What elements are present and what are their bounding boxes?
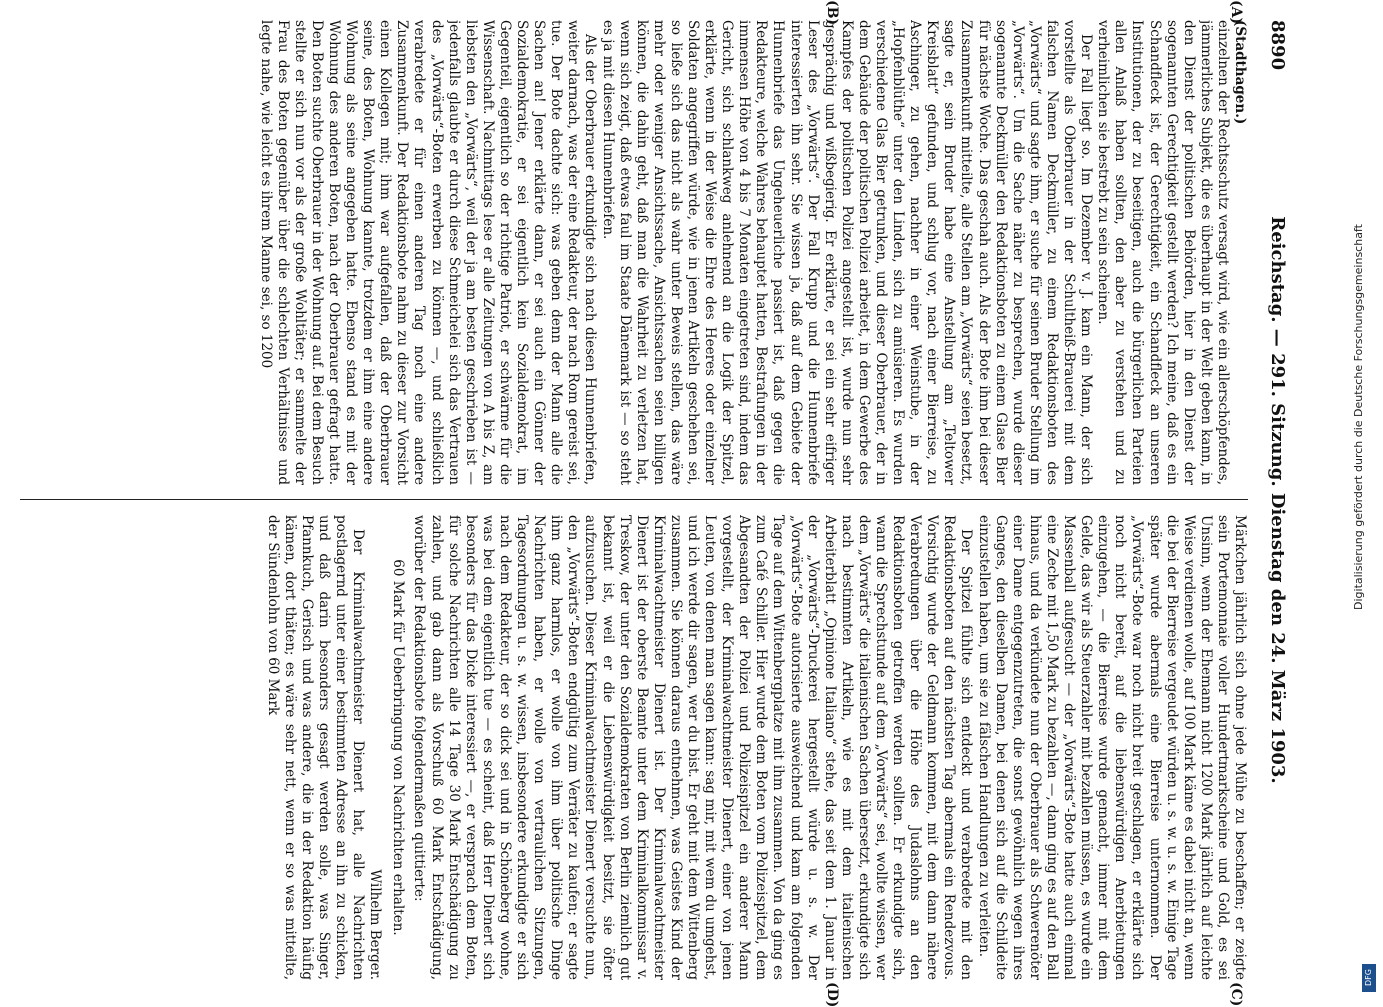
paragraph: Als der Oberbrauer erkundigte sich nach diesen Hunnenbriefen, weiter darnach, was der eine Redakteur, der nach Rom gereist sei, tue. Der Bote dachte sich: was geben denn der Mann alle die Sachen an! Jener erklärte dann, er sei auch ein Gönner der Sozialdemokratie, er sei eigentlich kein Sozialdemokrat, im Gegenteil, eigentlich so der richtige Patriot, er schwärme für die Wissenschaft. Nachmittags lese er alle Zeitungen von A bis Z, am liebsten den „Vorwärts“, weil der ja am besten geschrieben ist — jedenfalls glaubte er durch diese Schmeichelei sich das Vertrauen des „Vorwärts“-Boten erwerben zu können —, und schließlich verabredete er für einen anderen Tag noch eine andere Zusammenkunft. Der Redaktionsbote nahm zu dieser zur Vorsicht einen Kollegen mit; ihm war aufgefallen, daß der Oberbrauer seine, des Boten, Wohnung kannte, trotzdem er ihm eine andere Wohnung als seine angegeben hatte. Ebenso stand es mit der Wohnung des anderen Boten, nach der Oberbrauer gefragt hatte. Den Boten suchte Oberbrauer in der Wohnung auf. Bei dem Besuch stellte er sich nun vor als der große Wohltäter; er sammelte der Frau des Boten gegenüber über die schlechten Verhältnisse und legte nahe, wie leicht es ihrem Manne sei, so 1200 [257,20,599,485]
dfg-logo-icon: DFG [1362,964,1376,992]
paragraph: Der Kriminalwachtmeister Dienert hat, alle Nachrichten postlagernd unter einer bestimmten Adresse an ihn zu schicken, und daß darin besonders gesagt werden solle, was Singer, Pfannkuch, Gerisch und was andere, die in der Redaktion häufig kämen, dort thäten; es wäre sehr nett, wenn er so was mitteilte, der Sündenlohn von 60 Mark [264,515,367,980]
paragraph: einzelnen der Rechtsschutz versagt wird, wie ein allerschöpfendes, jämmerliches Subjekt, die es überhaupt in der Welt geben kann, in den Dienst der politischen Behörden, hier in den Dienst der sogenannten Gerechtigkeit gestellt werden? Ich meine, daß es ein Schandfleck ist, der Gerechtigkeit, ein Schandfleck an unseren Institutionen, der zu beseitigen, auch die bürgerlichen Parteien allen Anlaß haben sollten, den aber zu verstehen und zu verheimlichen sie bestrebt zu sein scheinen. [1095,20,1231,485]
column-divider [20,499,1248,500]
right-column [20,515,1248,980]
digitization-credit: Digitalisierung gefördert durch die Deutsche Forschungsgemeinschaft [1352,224,1365,610]
margin-marker-a: (A) [1228,0,1244,25]
page-title: Reichstag. — 291. Sitzung. Dienstag den 24. März 1903. [1267,216,1288,784]
receipt-text: 60 Mark für Ueberbringung von Nachrichten erhalten. [390,559,407,936]
margin-marker-c: (C) [1228,982,1244,1007]
paragraph: Der Spitzel fühlte sich entdeckt und verabredete mit den Redaktionsboten auf den nächsten Tag abermals ein Rendezvous. Vorsichtig wurde der Geldmann kommen, mit dem dann nähere Verabredungen über die Höhe des Judaslohns an den Redaktionsboten getroffen werden sollten. Er erkundigte sich, wann die Sprechstunde auf dem „Vorwärts“ sei, wollte wissen, wer dem „Vorwärts“ die italienischen Sachen übersetzt, erkundigte sich nach bestimmten Artikeln, wie es mit dem italienischen Arbeiterblatt „Opinione Italiano“ stehe, das seit dem 1. Januar in der „Vorwärts“-Druckerei hergestellt würde u. s. w. Der „Vorwärts“-Bote autorisierte ausweichend und kam am folgenden Tage auf dem Wittenbergplatze mit ihm zusammen. Von da ging es zum Café Schiller. Hier wurde dem Boten vom Polizeispitzel, dem Abgesandten der Polizei und Polizeispitzel ein anderer Mann vorgestellt, der Kriminalwachtmeister Dienert, einer von jenen Leuten, von denen man sagen kann: sag mir, mit wem du umgehst, und ich werde dir sagen, wer du bist. Er geht mit dem Wittenberg zusammen. Sie können daraus entnehmen, was Geistes Kind der Kriminalwachtmeister Dienert ist. Der Kriminalwachtmeister Dienert ist der oberste Beamte unter dem Kriminalkommissar v. Treskow, der unter den Sozialdemokraten von Berlin ziemlich gut bekannt ist, weil er die Liebenswürdigkeit besitzt, sie öfter aufzusuchen. Dieser Kriminalwachtmeister Dienert versuchte nun, den „Vorwärts“-Boten endgültig zum Verräter zu kaufen; er sagte ihm ganz harmlos, er wolle von ihm über politische Dinge Nachrichten haben, er wolle von vertraulichen Sitzungen, Tagesordnungen u. s. w. wissen, insbesondere erkundigte er sich nach dem Redakteur, der so dick sei und in Schöneberg wohne, was bei dem eigentlich tue — es scheint, daß Herr Dienert sich besonders für das Dicke interessiert —, er versprach dem Boten, für solche Nachrichten alle 14 Tage 30 Mark Entschädigung zu zahlen, und gab dann als Vorschuß 60 Mark Entschädigung, worüber der Redaktionsbote folgendermaßen quittierte: [411,515,975,980]
paragraph: Der Fall liegt so. Im Dezember v. J. kam ein Mann, der sich vorstellte als Oberbrauer in der Schultheiß-Brauerei mit dem falschen Namen Deckmüller, zu einem Redaktionsboten des „Vorwärts“ und sagte ihm, er suche für seinen Bruder Stellung im „Vorwärts“. Um die Sache näher zu besprechen, wurde dieser sogenannte Deckmüller den Redaktionsboten zu einem Glase Bier für nächste Woche. Das geschah auch. Als der Bote ihm bei dieser Zusammenkunft mitteilte, alle Stellen am „Vorwärts“ seien besetzt, sagte er, sein Bruder habe eine Anstellung am „Teltower Kreisblatt“ gefunden, und schlug vor, nach einer Bierreise, zu Aschinger, zu gehen, nachher in einer Weinstube, in der „Hopfenblüthe“ unter den Linden, sich zu amüsieren. Es wurden verschiedene Glas Bier getrunken, und dieser Oberbrauer, der in dem Gebäude der politischen Polizei arbeitet, in dem Gewerbe des Kampfes der politischen Polizei angestellt ist, wurde nun sehr gesprächig und wißbegierig. Er erklärte, er sei ein sehr eifriger Leser des „Vorwärts“. Der Fall Krupp und die Hunnenbriefe interessierten ihn sehr. Sie wissen ja, daß auf dem Gebiete der Hunnenbriefe das Ungeheuerliche passiert ist, daß gegen die Redakteure, welche Wahres behauptet hatten, Bestrafungen in der immensen Höhe von 4 bis 7 Monaten eingetreten sind, indem das Gericht, sich schlankweg anlehnend an die Logik der Spitzel, erklärte, wenn in der Weise die Ehre des Heeres oder einzelner Soldaten angegriffen würde, wie in jenen Artikeln geschehen sei, so ließe sich das nicht als wahr unter Beweis stellen, das wäre mehr oder weniger Ansichtssache, Ansichtssachen seien billigen können, die dahin geht, daß man die Wahrheit zu verletzen hat, wenn sich zeigt, daß etwas faul im Staate Dänemark ist — so steht es ja mit diesen Hunnenbriefen. [599,20,1095,485]
page-number: 8890 [1267,20,1288,71]
receipt-signature: Wilhelm Berger. [367,869,384,980]
margin-marker-b: (B) [824,0,840,26]
margin-marker-d: (D) [824,982,840,1007]
page-header [1258,20,1292,980]
paragraph: Märkchen jährlich sich ohne jede Mühe zu beschaffen; er zeigte sein Portemonnaie voller Hundertmarkscheine und Gold, es sei Unsinn, wenn der Ehemann nicht 1200 Mark jährlich auf leichte Weise verdienen wolle, auf 100 Mark käme es dabei nicht an, wenn die bei der Bierreise vergeudet würden u. s. w. u. s. w. Einige Tage später wurde abermals eine Bierreise unternommen. Der „Vorwärts“-Bote war noch nicht breit geschlagen, er erklärte sich noch nicht bereit, auf die liebenswürdigen Anerbietungen einzugehen, — die Bierreise wurde gemacht, immer mit dem Gelde, das wir als Steuerzahler mit bezahlen müssen, es wurde ein Massenball aufgesucht — der „Vorwärts“-Bote hatte auch einmal eine Zeche mit 1,50 Mark zu bezahlen —, dann ging es auf den Ball hinaus, und da verkündete nun der Oberbrauer als Schwerenöter einer Dame entgegenzutreten, die sonst gewöhnlich wegen ihres Ganges, den dieselben Damen, bei denen sich auf die Schildeite einzustellen haben, um sie zu fälschen Handlungen zu verleiten. [975,515,1248,980]
speaker-section: (Stadthagen.) [1232,20,1248,125]
left-column [20,20,1248,485]
